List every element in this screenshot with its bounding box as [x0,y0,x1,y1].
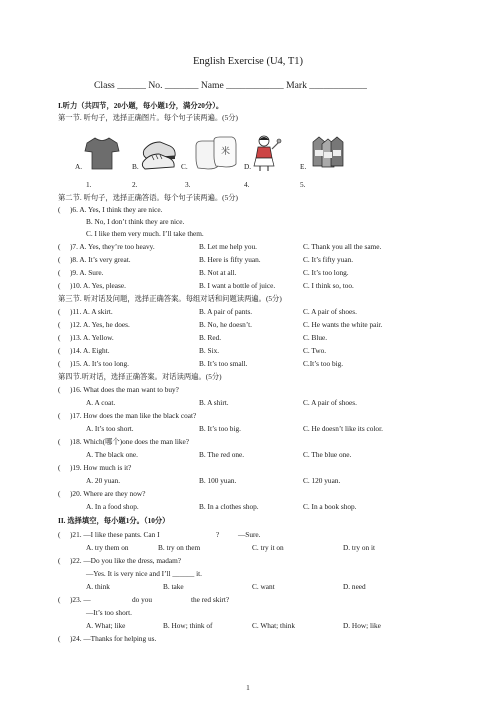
q23-option-a: A. What; like [86,621,126,630]
q21-option-a: A. try them on [86,543,129,552]
q22-option-d: D. need [343,582,366,591]
girl-picture [252,134,282,172]
q19-paren: ( [58,463,61,472]
q17-question: )17. How does the man like the black coat? [70,411,197,420]
pic-label-e: E. [300,162,307,171]
q23-option-d: D. How; like [343,621,381,630]
page-number: 1 [246,683,250,692]
pic-number-5: 5. [300,180,306,189]
q10-paren: ( [58,281,61,290]
q8-stem: )8. A. It’s very great. [70,255,131,264]
q6-option-c: C. I like them very much. I’ll take them. [86,229,204,238]
q12-paren: ( [58,320,61,329]
q16-option-a: A. A coat. [86,398,116,407]
q6-option-b: B. No, I don’t think they are nice. [86,217,185,226]
q17-option-b: B. It’s too big. [199,424,241,433]
q22-question-line2: —Yes. It is very nice and I’ll ______ it. [86,569,202,578]
q23-question-line2: —It’s too short. [86,608,133,617]
q20-option-a: A. In a food shop. [86,502,139,511]
part1-instruction: 第一节. 听句子，选择正确图片。每个句子读两遍。(5分) [58,113,238,122]
q15-stem: )15. A. It’s too long. [70,359,129,368]
q19-option-b: B. 100 yuan. [199,476,237,485]
q21-option-b: B. try on them [158,543,201,552]
part4-instruction: 第四节.听对话，选择正确答案。对话读两遍。(5分) [58,372,222,381]
q21-option-d: D. try on it [343,543,376,552]
rice-character: 米 [221,147,231,157]
pic-number-3: 3. [185,180,191,189]
q20-option-b: B. In a clothes shop. [199,502,259,511]
q10-stem: )10. A. Yes, please. [70,281,126,290]
q22-question: )22. —Do you like the dress, madam? [70,556,182,565]
q14-option-b: B. Six. [199,346,220,355]
q11-stem: )11. A. A skirt. [70,307,113,316]
q23-question: )23. — [70,595,91,604]
q22-option-c: C. want [252,582,275,591]
q23-question-mid: do you [132,595,153,604]
q16-option-c: C. A pair of shoes. [303,398,357,407]
q14-paren: ( [58,346,61,355]
part3-instruction: 第三节. 听对话及问题，选择正确答案。每组对话和问题读两遍。(5分) [58,294,282,303]
q11-option-b: B. A pair of pants. [199,307,253,316]
q17-paren: ( [58,411,61,420]
q9-option-c: C. It’s too long. [303,268,349,277]
q17-option-c: C. He doesn’t like its color. [303,424,383,433]
q12-stem: )12. A. Yes, he does. [70,320,130,329]
q10-option-c: C. I think so, too. [303,281,354,290]
q9-stem: )9. A. Sure. [70,268,104,277]
q12-option-b: B. No, he doesn’t. [199,320,252,329]
q22-paren: ( [58,556,61,565]
q24-question: )24. —Thanks for helping us. [70,634,157,643]
q13-stem: )13. A. Yellow. [70,333,114,342]
q20-question: )20. Where are they now? [70,489,146,498]
q10-option-b: B. I want a bottle of juice. [199,281,276,290]
q16-paren: ( [58,385,61,394]
q21-question: )21. —I like these pants. Can I [70,530,160,539]
q20-option-c: C. In a book shop. [303,502,357,511]
rice-bags-picture [194,136,238,170]
q22-option-a: A. think [86,582,110,591]
q24-paren: ( [58,634,61,643]
q14-option-c: C. Two. [303,346,327,355]
q11-paren: ( [58,307,61,316]
q22-option-b: B. take [163,582,184,591]
q15-paren: ( [58,359,61,368]
q7-paren: ( [58,242,61,251]
q15-option-c: C.It’s too big. [303,359,344,368]
q15-option-b: B. It’s too small. [199,359,248,368]
q19-question: )19. How much is it? [70,463,132,472]
q18-option-a: A. The black one. [86,450,138,459]
q16-question: )16. What does the man want to buy? [70,385,179,394]
q13-option-b: B. Red. [199,333,222,342]
q16-option-b: B. A shirt. [199,398,229,407]
pic-label-b: B. [132,162,139,171]
q14-stem: )14. A. Eight. [70,346,110,355]
q8-option-c: C. It’s fifty yuan. [303,255,354,264]
q23-option-b: B. How; think of [163,621,213,630]
q19-option-a: A. 20 yuan. [86,476,121,485]
page-title: English Exercise (U4, T1) [192,56,304,67]
q7-option-b: B. Let me help you. [199,242,257,251]
pic-number-4: 4. [244,180,250,189]
q8-paren: ( [58,255,61,264]
q7-stem: )7. A. Yes, they’re too heavy. [70,242,155,251]
q18-option-b: B. The red one. [199,450,245,459]
q21-option-c: C. try it on [252,543,284,552]
q21-paren: ( [58,530,61,539]
q18-option-c: C. The blue one. [303,450,352,459]
section2-heading: II. 选择填空，每小题1分。（10分） [58,516,170,525]
section1-heading: I.听力（共四节，20小题，每小题1分，满分20分）。 [58,101,224,110]
q23-paren: ( [58,595,61,604]
q17-option-a: A. It’s too short. [86,424,134,433]
pic-number-2: 2. [132,180,138,189]
q23-question-end: the red skirt? [191,595,230,604]
shoes-picture [140,136,178,170]
q9-paren: ( [58,268,61,277]
q6-stem: )6. A. Yes, I think they are nice. [70,205,163,214]
q11-option-c: C. A pair of shoes. [303,307,357,316]
q23-option-c: C. What; think [252,621,296,630]
tshirt-picture [84,136,120,170]
pic-label-a: A. [75,162,83,171]
pic-label-d: D. [244,162,252,171]
q19-option-c: C. 120 yuan. [303,476,341,485]
q6-paren: ( [58,205,61,214]
q7-option-c: C. Thank you all the same. [303,242,382,251]
q21-question-mark: ? [216,530,220,539]
q18-question: )18. Which(哪个)one does the man like? [70,437,190,446]
q18-paren: ( [58,437,61,446]
part2-instruction: 第二节. 听句子，选择正确答语。每个句子读两遍。(5分) [58,193,238,202]
q13-paren: ( [58,333,61,342]
q12-option-c: C. He wants the white pair. [303,320,383,329]
pic-label-c: C. [181,162,188,171]
student-info-line: Class ______ No. _______ Name ____________ Mark ____________ [94,80,367,91]
milk-cartons-picture [310,134,346,168]
q20-paren: ( [58,489,61,498]
q8-option-b: B. Here is fifty yuan. [199,255,261,264]
q9-option-b: B. Not at all. [199,268,237,277]
q21-reply: —Sure. [238,530,261,539]
pic-number-1: 1. [86,180,92,189]
q13-option-c: C. Blue. [303,333,328,342]
